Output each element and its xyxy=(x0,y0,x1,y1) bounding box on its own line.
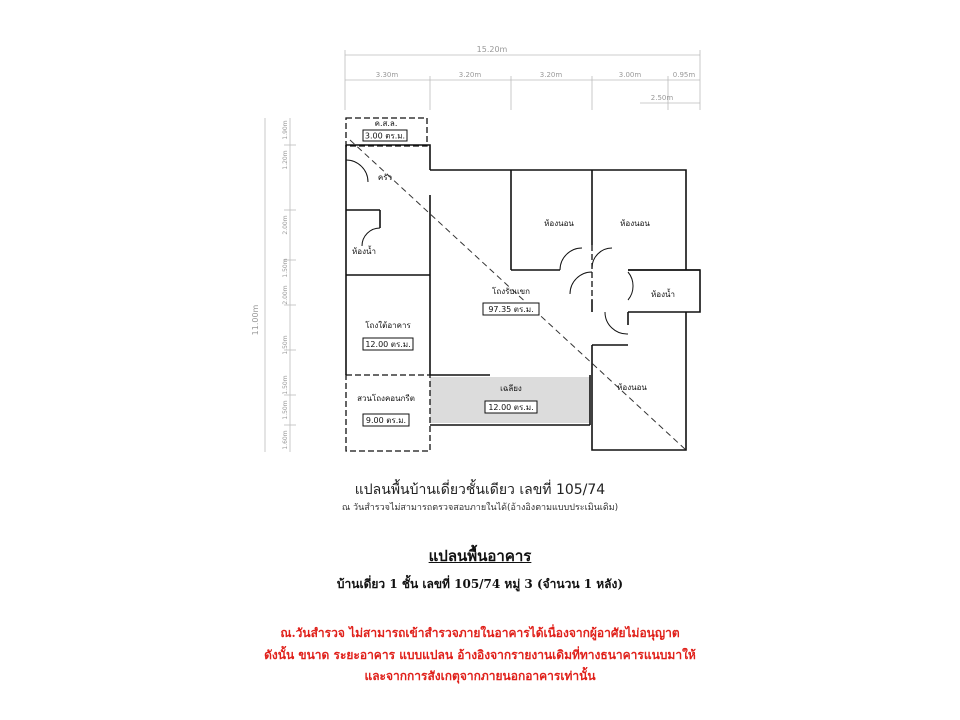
porch-label: เฉลียง xyxy=(500,384,522,393)
dim-left-9: 1.60m xyxy=(282,430,289,450)
dim-left-6: 1.50m xyxy=(282,335,289,355)
bath-left-label: ห้องน้ำ xyxy=(352,247,376,256)
carport-label: โถงใต้อาคาร xyxy=(365,321,411,330)
bath-right-label: ห้องน้ำ xyxy=(651,290,675,299)
bed1-label: ห้องนอน xyxy=(544,219,574,228)
dim-left-4: 1.50m xyxy=(282,258,289,278)
living-area: 97.35 ตร.ม. xyxy=(488,305,534,314)
remark-line-3: และจากการสังเกตุจากภายนอกอาคารเท่านั้น xyxy=(364,669,596,683)
dim-left-3: 2.00m xyxy=(282,215,289,235)
dim-seg4: 3.00m xyxy=(618,71,642,79)
dim-left-1: 1.90m xyxy=(282,120,289,140)
carport-area: 12.00 ตร.ม. xyxy=(365,340,411,349)
dim-left-8: 1.50m xyxy=(282,400,289,420)
septic-area: 3.00 ตร.ม. xyxy=(364,131,406,141)
septic-label: ค.ส.ล. xyxy=(374,119,398,128)
dim-left-5: 2.00m xyxy=(282,285,289,305)
dim-total: 15.20m xyxy=(476,45,508,54)
dim-left-7: 1.50m xyxy=(282,375,289,395)
dim-seg5: 0.95m xyxy=(672,71,696,79)
dim-left-total: 11.00m xyxy=(251,304,260,336)
bed2-label: ห้องนอน xyxy=(620,219,650,228)
dim-sub: 2.50m xyxy=(650,94,674,102)
remark-line-2: ดังนั้น ขนาด ระยะอาคาร แบบแปลน อ้างอิงจากรายงานเดิมที่ทางธนาคารแนบมาให้ xyxy=(264,648,696,662)
page-subtitle: บ้านเดี่ยว 1 ชั้น เลขที่ 105/74 หมู่ 3 (จำนวน 1 หลัง) xyxy=(336,577,624,591)
dim-seg1: 3.30m xyxy=(375,71,399,79)
dim-seg3: 3.20m xyxy=(539,71,563,79)
garden-label: สวนโถงคอนกรีต xyxy=(357,394,415,403)
kitchen-label: ครัว xyxy=(377,173,393,182)
plan-caption-note: ณ วันสำรวจไม่สามารถตรวจสอบภายในได้(อ้างอิงตามแบบประเมินเดิม) xyxy=(341,503,619,513)
bed3-label: ห้องนอน xyxy=(617,383,647,392)
page-title: แปลนพื้นอาคาร xyxy=(428,547,532,565)
living-label: โถงรับแขก xyxy=(492,287,530,296)
dim-seg2: 3.20m xyxy=(458,71,482,79)
porch-area-text: 12.00 ตร.ม. xyxy=(488,403,534,412)
dim-left-2: 1.20m xyxy=(282,150,289,170)
garden-area: 9.00 ตร.ม. xyxy=(365,416,407,425)
remark-line-1: ณ.วันสำรวจ ไม่สามารถเข้าสำรวจภายในอาคารได้เนื่องจากผู้อาศัยไม่อนุญาต xyxy=(280,626,680,640)
plan-caption-title: แปลนพื้นบ้านเดี่ยวชั้นเดียว เลขที่ 105/74 xyxy=(354,482,606,498)
